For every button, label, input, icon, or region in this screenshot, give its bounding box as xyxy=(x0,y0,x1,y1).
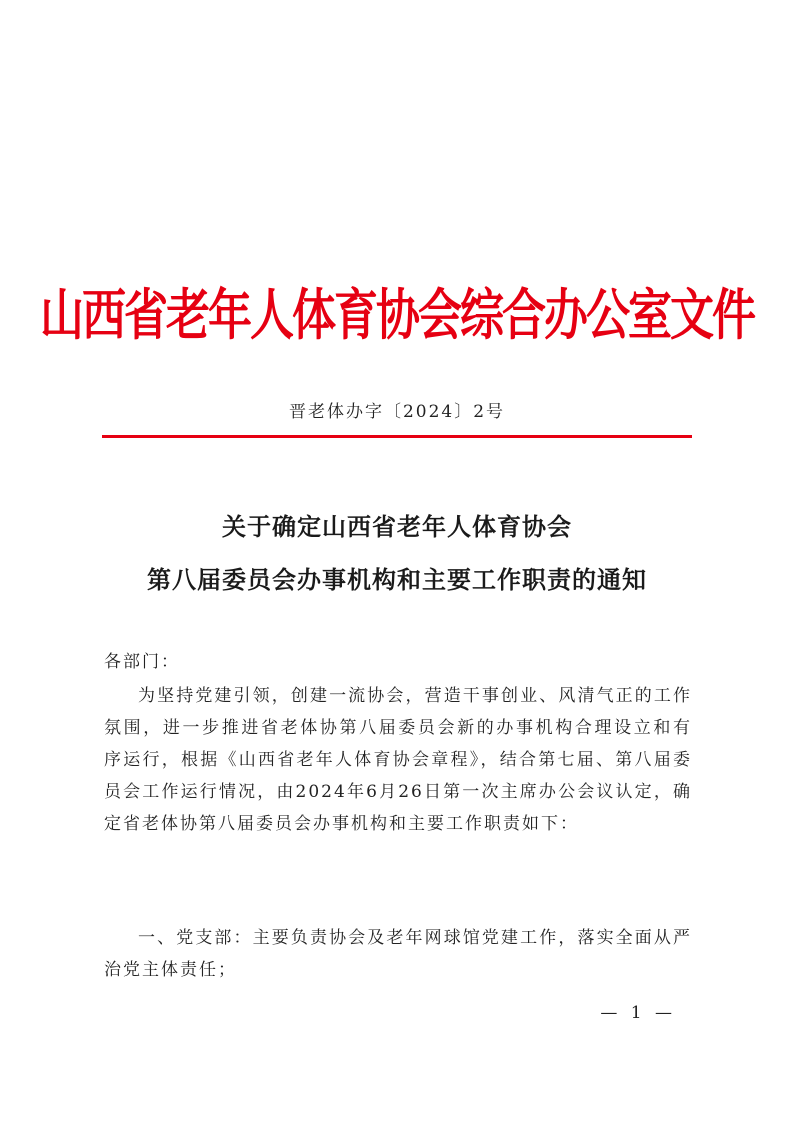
document-number: 晋老体办字〔2024〕2号 xyxy=(288,402,506,422)
red-divider xyxy=(102,435,692,438)
body-paragraph-party-branch: 一、党支部：主要负责协会及老年网球馆党建工作，落实全面从严治党主体责任； xyxy=(104,928,692,980)
page-number: — 1 — xyxy=(600,1003,676,1023)
body-paragraph: 为坚持党建引领，创建一流协会，营造干事创业、风清气正的工作氛围，进一步推进省老体协第八届委员会新的办事机构合理设立和有序运行，根据《山西省老年人体育协会章程》，结合第七届、第八届委员会工作运行情况，由2024年6月26日第一次主席办公会议认定，确定省老体协第八届委员会办事机构和主要工作职责如下： xyxy=(104,686,692,834)
salutation: 各部门： xyxy=(104,652,180,672)
notice-title-line1: 关于确定山西省老年人体育协会 xyxy=(222,512,572,541)
issuer-title: 山西省老年人体育协会综合办公室文件 xyxy=(40,283,754,348)
notice-title-line2: 第八届委员会办事机构和主要工作职责的通知 xyxy=(147,565,647,594)
